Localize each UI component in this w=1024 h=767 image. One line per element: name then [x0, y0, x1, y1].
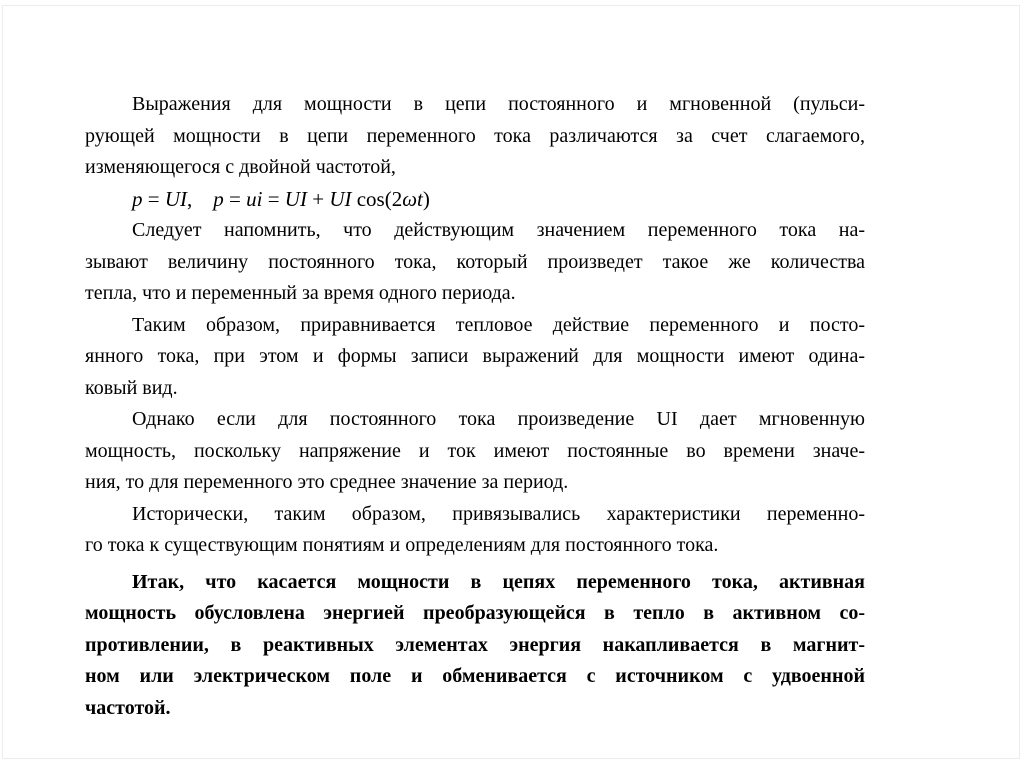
formula-variable: UI — [329, 186, 352, 211]
text-line: противлении, в реактивных элементах энергия накапливается в магнит- — [85, 633, 865, 656]
paragraph — [85, 310, 865, 405]
document-text-block — [85, 89, 865, 724]
text-line: частотой. — [85, 696, 171, 719]
formula-variable: p — [132, 186, 143, 211]
text-line: ковый вид. — [85, 376, 178, 399]
paragraph — [85, 89, 865, 184]
formula-variable: ωt — [402, 186, 423, 211]
formula-variable: ui — [246, 186, 263, 211]
text-line: изменяющегося с двойной частотой, — [85, 156, 396, 178]
text-line: Таким образом, приравнивается тепловое действие переменного и посто- — [132, 313, 865, 336]
paragraph — [85, 499, 865, 562]
formula-operator: ) — [422, 186, 430, 211]
text-line: Исторически, таким образом, привязывались характеристики переменно- — [132, 502, 865, 525]
text-line: Выражения для мощности в цепи постоянного и мгновенной (пульси- — [132, 93, 865, 115]
text-line: мощность обусловлена энергией преобразующейся в тепло в активном со- — [85, 602, 865, 624]
paragraph — [85, 567, 865, 725]
formula-operator: = — [223, 186, 247, 211]
text-line: зывают величину постоянного тока, который произведет такое же количества — [85, 250, 865, 273]
formula-operator: , — [187, 186, 214, 211]
formula-variable: p — [213, 186, 224, 211]
formula-operator: = — [142, 186, 165, 211]
text-line: ном или электрическом поле и обменивается с источником с удвоенной — [85, 665, 865, 687]
formula-variable: UI — [164, 186, 188, 211]
formula-operator: cos(2 — [351, 186, 403, 211]
text-line: Итак, что касается мощности в цепях переменного тока, активная — [132, 570, 865, 593]
text-line: мощность, поскольку напряжение и ток имеют постоянные во времени значе- — [85, 439, 865, 462]
formula-variable: UI — [284, 186, 307, 211]
formula-operator: + — [306, 186, 330, 211]
text-line: тепла, что и переменный за время одного периода. — [85, 282, 516, 304]
paragraph — [85, 404, 865, 499]
formula-line — [85, 184, 865, 216]
text-line: го тока к существующим понятиям и определениям для постоянного тока. — [85, 534, 719, 556]
text-line: рующей мощности в цепи переменного тока различаются за счет слагаемого, — [85, 124, 865, 147]
text-line: янного тока, при этом и формы записи выражений для мощности имеют одина- — [85, 345, 865, 367]
text-line: Однако если для постоянного тока произведение UI дает мгновенную — [132, 408, 865, 430]
text-line: ния, то для переменного это среднее значение за период. — [85, 471, 569, 493]
text-line: Следует напомнить, что действующим значением переменного тока на- — [132, 219, 865, 241]
formula-operator: = — [262, 186, 285, 211]
paragraph — [85, 215, 865, 310]
